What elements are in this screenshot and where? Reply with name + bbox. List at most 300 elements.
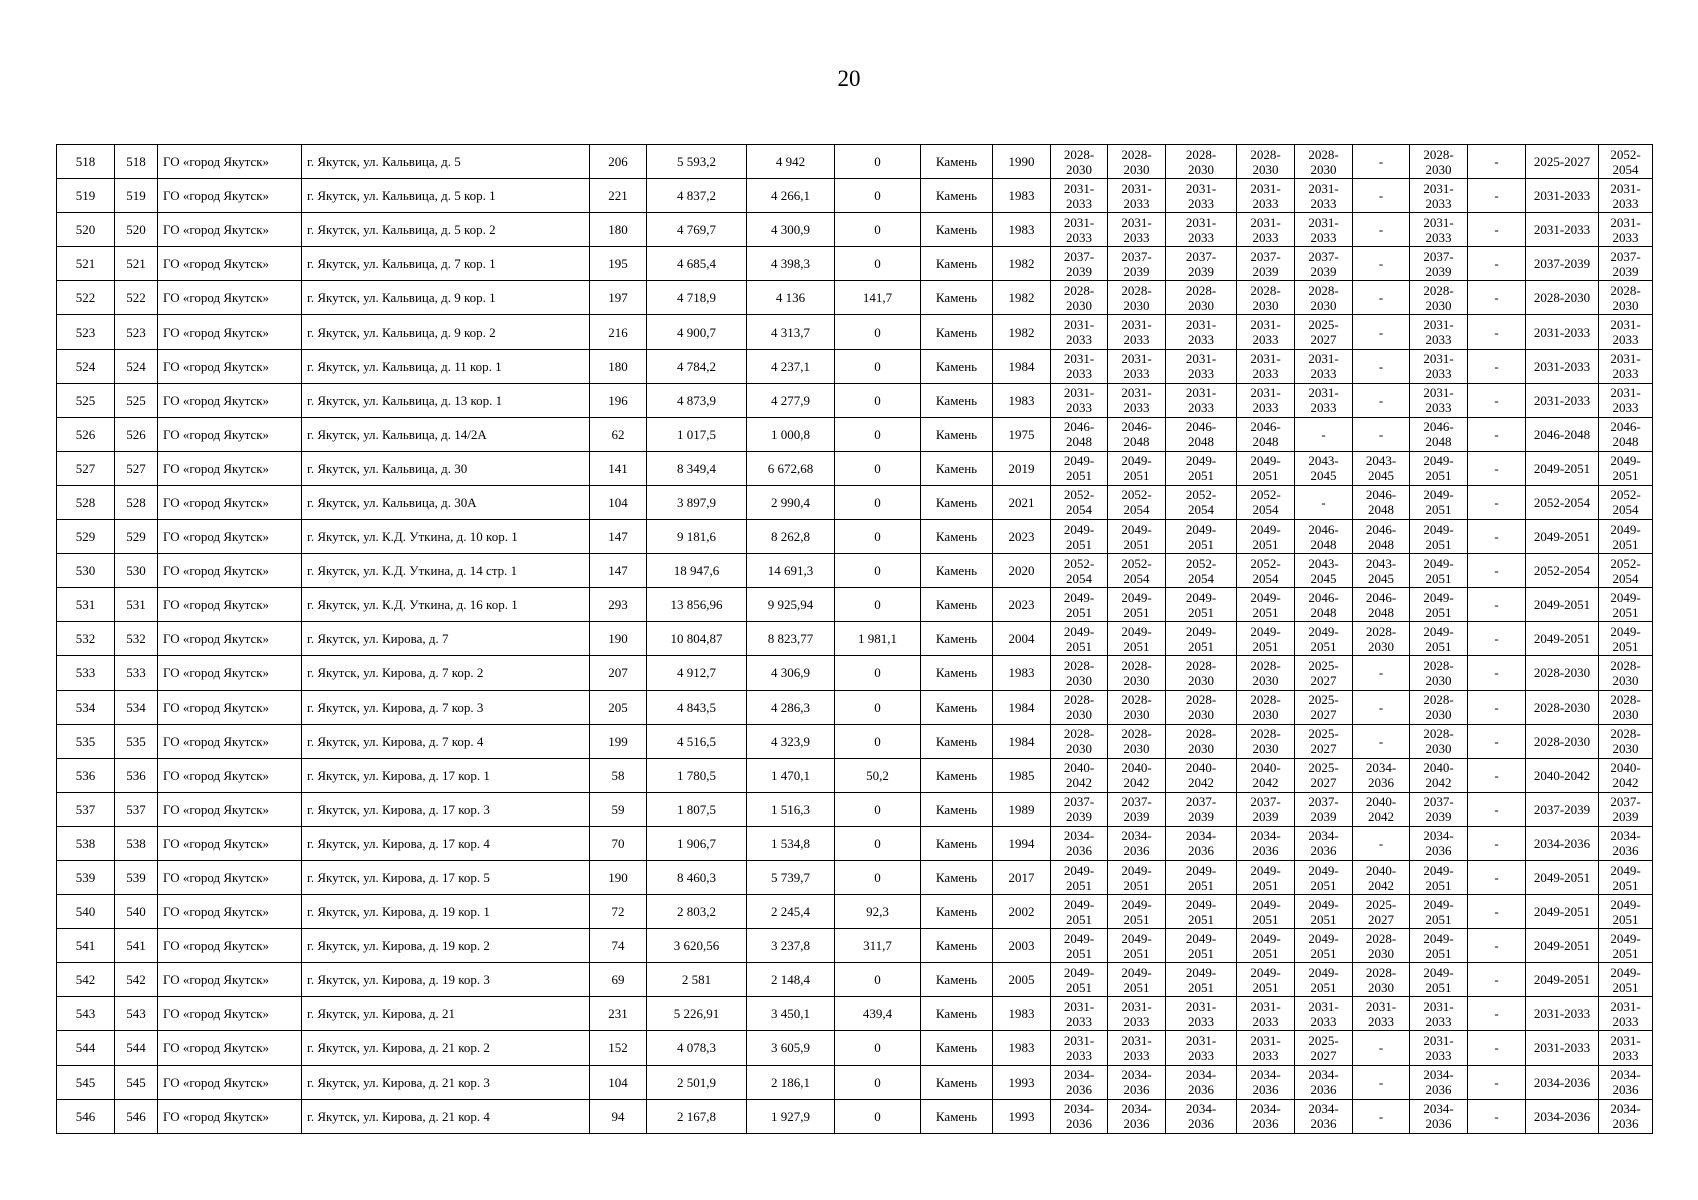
municipality-cell: ГО «город Якутск» <box>158 895 302 929</box>
total-area-cell: 4 843,5 <box>647 690 747 724</box>
period-8-cell: - <box>1468 860 1526 894</box>
nonresidential-area-cell: 0 <box>835 860 921 894</box>
period-1-cell: 2031- 2033 <box>1051 179 1108 213</box>
period-4-cell: 2049- 2051 <box>1237 929 1295 963</box>
period-3-cell: 2028- 2030 <box>1166 690 1237 724</box>
period-7-cell: 2040- 2042 <box>1410 758 1468 792</box>
row-number-cell: 532 <box>57 622 115 656</box>
period-10-cell: 2049- 2051 <box>1599 520 1653 554</box>
period-4-cell: 2049- 2051 <box>1237 520 1295 554</box>
wall-material-cell: Камень <box>921 826 993 860</box>
build-year-cell: 2002 <box>993 895 1051 929</box>
period-1-cell: 2031- 2033 <box>1051 997 1108 1031</box>
total-area-cell: 13 856,96 <box>647 588 747 622</box>
living-area-cell: 2 186,1 <box>747 1065 835 1099</box>
period-6-cell: - <box>1353 656 1410 690</box>
period-9-cell: 2031-2033 <box>1526 315 1599 349</box>
period-1-cell: 2049- 2051 <box>1051 520 1108 554</box>
period-7-cell: 2031- 2033 <box>1410 315 1468 349</box>
residents-cell: 104 <box>590 485 647 519</box>
address-cell: г. Якутск, ул. Кирова, д. 7 кор. 3 <box>302 690 590 724</box>
table-row <box>57 247 1653 281</box>
residents-cell: 206 <box>590 145 647 179</box>
build-year-cell: 2020 <box>993 554 1051 588</box>
period-10-cell: 2049- 2051 <box>1599 451 1653 485</box>
row-number-cell: 544 <box>57 1031 115 1065</box>
nonresidential-area-cell: 0 <box>835 656 921 690</box>
period-10-cell: 2037- 2039 <box>1599 247 1653 281</box>
table-row <box>57 485 1653 519</box>
period-7-cell: 2031- 2033 <box>1410 213 1468 247</box>
period-1-cell: 2049- 2051 <box>1051 929 1108 963</box>
period-10-cell: 2031- 2033 <box>1599 179 1653 213</box>
period-5-cell: 2031- 2033 <box>1295 349 1353 383</box>
nonresidential-area-cell: 0 <box>835 179 921 213</box>
period-3-cell: 2034- 2036 <box>1166 1065 1237 1099</box>
period-10-cell: 2049- 2051 <box>1599 895 1653 929</box>
row-number-cell: 523 <box>57 315 115 349</box>
period-9-cell: 2049-2051 <box>1526 520 1599 554</box>
period-2-cell: 2031- 2033 <box>1108 1031 1166 1065</box>
table-row <box>57 213 1653 247</box>
period-5-cell: 2034- 2036 <box>1295 826 1353 860</box>
period-5-cell: 2025- 2027 <box>1295 690 1353 724</box>
period-7-cell: 2031- 2033 <box>1410 997 1468 1031</box>
row-number-cell: 536 <box>57 758 115 792</box>
living-area-cell: 4 300,9 <box>747 213 835 247</box>
period-5-cell: 2049- 2051 <box>1295 622 1353 656</box>
house-id-cell: 542 <box>115 963 158 997</box>
period-4-cell: 2031- 2033 <box>1237 179 1295 213</box>
period-3-cell: 2049- 2051 <box>1166 895 1237 929</box>
period-3-cell: 2028- 2030 <box>1166 145 1237 179</box>
period-9-cell: 2052-2054 <box>1526 554 1599 588</box>
period-7-cell: 2031- 2033 <box>1410 1031 1468 1065</box>
period-8-cell: - <box>1468 929 1526 963</box>
period-5-cell: 2025- 2027 <box>1295 758 1353 792</box>
wall-material-cell: Камень <box>921 281 993 315</box>
period-6-cell: - <box>1353 1065 1410 1099</box>
period-9-cell: 2028-2030 <box>1526 656 1599 690</box>
period-7-cell: 2049- 2051 <box>1410 622 1468 656</box>
row-number-cell: 519 <box>57 179 115 213</box>
period-8-cell: - <box>1468 895 1526 929</box>
period-8-cell: - <box>1468 520 1526 554</box>
address-cell: г. Якутск, ул. Кирова, д. 21 кор. 4 <box>302 1099 590 1133</box>
house-id-cell: 537 <box>115 792 158 826</box>
period-6-cell: 2040- 2042 <box>1353 860 1410 894</box>
wall-material-cell: Камень <box>921 588 993 622</box>
build-year-cell: 2023 <box>993 520 1051 554</box>
period-3-cell: 2046- 2048 <box>1166 417 1237 451</box>
residents-cell: 190 <box>590 622 647 656</box>
address-cell: г. Якутск, ул. Кальвица, д. 5 кор. 1 <box>302 179 590 213</box>
address-cell: г. Якутск, ул. Кальвица, д. 9 кор. 1 <box>302 281 590 315</box>
period-1-cell: 2031- 2033 <box>1051 1031 1108 1065</box>
address-cell: г. Якутск, ул. Кальвица, д. 13 кор. 1 <box>302 383 590 417</box>
period-3-cell: 2040- 2042 <box>1166 758 1237 792</box>
period-8-cell: - <box>1468 417 1526 451</box>
house-id-cell: 529 <box>115 520 158 554</box>
period-10-cell: 2052- 2054 <box>1599 554 1653 588</box>
municipality-cell: ГО «город Якутск» <box>158 656 302 690</box>
period-4-cell: 2031- 2033 <box>1237 997 1295 1031</box>
period-4-cell: 2052- 2054 <box>1237 485 1295 519</box>
period-5-cell: 2037- 2039 <box>1295 247 1353 281</box>
period-6-cell: - <box>1353 383 1410 417</box>
nonresidential-area-cell: 0 <box>835 826 921 860</box>
period-2-cell: 2052- 2054 <box>1108 485 1166 519</box>
house-id-cell: 521 <box>115 247 158 281</box>
municipality-cell: ГО «город Якутск» <box>158 1065 302 1099</box>
total-area-cell: 18 947,6 <box>647 554 747 588</box>
wall-material-cell: Камень <box>921 520 993 554</box>
residents-cell: 190 <box>590 860 647 894</box>
table-row <box>57 145 1653 179</box>
row-number-cell: 521 <box>57 247 115 281</box>
period-1-cell: 2052- 2054 <box>1051 485 1108 519</box>
period-1-cell: 2031- 2033 <box>1051 213 1108 247</box>
wall-material-cell: Камень <box>921 417 993 451</box>
row-number-cell: 541 <box>57 929 115 963</box>
row-number-cell: 518 <box>57 145 115 179</box>
living-area-cell: 6 672,68 <box>747 451 835 485</box>
municipality-cell: ГО «город Якутск» <box>158 622 302 656</box>
municipality-cell: ГО «город Якутск» <box>158 690 302 724</box>
period-7-cell: 2049- 2051 <box>1410 451 1468 485</box>
period-10-cell: 2046- 2048 <box>1599 417 1653 451</box>
living-area-cell: 3 237,8 <box>747 929 835 963</box>
period-3-cell: 2049- 2051 <box>1166 963 1237 997</box>
period-1-cell: 2028- 2030 <box>1051 145 1108 179</box>
period-9-cell: 2049-2051 <box>1526 860 1599 894</box>
period-5-cell: 2031- 2033 <box>1295 383 1353 417</box>
period-6-cell: 2025- 2027 <box>1353 895 1410 929</box>
municipality-cell: ГО «город Якутск» <box>158 281 302 315</box>
build-year-cell: 1975 <box>993 417 1051 451</box>
period-2-cell: 2049- 2051 <box>1108 451 1166 485</box>
period-4-cell: 2049- 2051 <box>1237 622 1295 656</box>
period-1-cell: 2052- 2054 <box>1051 554 1108 588</box>
address-cell: г. Якутск, ул. К.Д. Уткина, д. 16 кор. 1 <box>302 588 590 622</box>
table-row <box>57 588 1653 622</box>
living-area-cell: 3 450,1 <box>747 997 835 1031</box>
house-id-cell: 544 <box>115 1031 158 1065</box>
table-row <box>57 1065 1653 1099</box>
table-row <box>57 792 1653 826</box>
build-year-cell: 1983 <box>993 997 1051 1031</box>
period-2-cell: 2028- 2030 <box>1108 656 1166 690</box>
table-row <box>57 895 1653 929</box>
address-cell: г. Якутск, ул. Кирова, д. 19 кор. 1 <box>302 895 590 929</box>
period-3-cell: 2034- 2036 <box>1166 826 1237 860</box>
address-cell: г. Якутск, ул. Кирова, д. 17 кор. 5 <box>302 860 590 894</box>
period-9-cell: 2031-2033 <box>1526 1031 1599 1065</box>
house-id-cell: 520 <box>115 213 158 247</box>
period-4-cell: 2031- 2033 <box>1237 383 1295 417</box>
period-5-cell: - <box>1295 485 1353 519</box>
living-area-cell: 5 739,7 <box>747 860 835 894</box>
wall-material-cell: Камень <box>921 792 993 826</box>
period-4-cell: 2031- 2033 <box>1237 315 1295 349</box>
period-4-cell: 2040- 2042 <box>1237 758 1295 792</box>
period-2-cell: 2031- 2033 <box>1108 349 1166 383</box>
living-area-cell: 2 990,4 <box>747 485 835 519</box>
period-5-cell: 2034- 2036 <box>1295 1065 1353 1099</box>
residents-cell: 70 <box>590 826 647 860</box>
period-5-cell: 2046- 2048 <box>1295 520 1353 554</box>
nonresidential-area-cell: 0 <box>835 349 921 383</box>
table-row <box>57 963 1653 997</box>
period-7-cell: 2031- 2033 <box>1410 179 1468 213</box>
period-3-cell: 2031- 2033 <box>1166 315 1237 349</box>
house-id-cell: 538 <box>115 826 158 860</box>
period-3-cell: 2031- 2033 <box>1166 179 1237 213</box>
residents-cell: 221 <box>590 179 647 213</box>
house-id-cell: 528 <box>115 485 158 519</box>
period-5-cell: 2025- 2027 <box>1295 656 1353 690</box>
living-area-cell: 4 306,9 <box>747 656 835 690</box>
living-area-cell: 8 823,77 <box>747 622 835 656</box>
table-row <box>57 758 1653 792</box>
total-area-cell: 3 620,56 <box>647 929 747 963</box>
period-1-cell: 2040- 2042 <box>1051 758 1108 792</box>
period-3-cell: 2031- 2033 <box>1166 349 1237 383</box>
address-cell: г. Якутск, ул. К.Д. Уткина, д. 14 стр. 1 <box>302 554 590 588</box>
period-4-cell: 2031- 2033 <box>1237 349 1295 383</box>
period-6-cell: - <box>1353 417 1410 451</box>
table-row <box>57 1031 1653 1065</box>
period-10-cell: 2034- 2036 <box>1599 826 1653 860</box>
nonresidential-area-cell: 1 981,1 <box>835 622 921 656</box>
period-7-cell: 2034- 2036 <box>1410 826 1468 860</box>
period-2-cell: 2049- 2051 <box>1108 929 1166 963</box>
total-area-cell: 2 501,9 <box>647 1065 747 1099</box>
nonresidential-area-cell: 0 <box>835 145 921 179</box>
build-year-cell: 2005 <box>993 963 1051 997</box>
residents-cell: 205 <box>590 690 647 724</box>
build-year-cell: 1993 <box>993 1065 1051 1099</box>
wall-material-cell: Камень <box>921 656 993 690</box>
house-id-cell: 531 <box>115 588 158 622</box>
period-7-cell: 2037- 2039 <box>1410 247 1468 281</box>
house-id-cell: 541 <box>115 929 158 963</box>
period-10-cell: 2031- 2033 <box>1599 997 1653 1031</box>
nonresidential-area-cell: 0 <box>835 520 921 554</box>
build-year-cell: 1983 <box>993 179 1051 213</box>
nonresidential-area-cell: 0 <box>835 451 921 485</box>
house-id-cell: 545 <box>115 1065 158 1099</box>
house-id-cell: 518 <box>115 145 158 179</box>
row-number-cell: 527 <box>57 451 115 485</box>
municipality-cell: ГО «город Якутск» <box>158 1099 302 1133</box>
residents-cell: 72 <box>590 895 647 929</box>
period-5-cell: 2025- 2027 <box>1295 724 1353 758</box>
period-7-cell: 2031- 2033 <box>1410 383 1468 417</box>
wall-material-cell: Камень <box>921 690 993 724</box>
period-2-cell: 2028- 2030 <box>1108 690 1166 724</box>
municipality-cell: ГО «город Якутск» <box>158 826 302 860</box>
municipality-cell: ГО «город Якутск» <box>158 724 302 758</box>
total-area-cell: 8 460,3 <box>647 860 747 894</box>
period-4-cell: 2034- 2036 <box>1237 1099 1295 1133</box>
period-9-cell: 2049-2051 <box>1526 622 1599 656</box>
period-10-cell: 2052- 2054 <box>1599 145 1653 179</box>
house-id-cell: 519 <box>115 179 158 213</box>
period-9-cell: 2031-2033 <box>1526 179 1599 213</box>
living-area-cell: 14 691,3 <box>747 554 835 588</box>
residents-cell: 147 <box>590 520 647 554</box>
period-3-cell: 2034- 2036 <box>1166 1099 1237 1133</box>
wall-material-cell: Камень <box>921 485 993 519</box>
table-row <box>57 417 1653 451</box>
row-number-cell: 543 <box>57 997 115 1031</box>
wall-material-cell: Камень <box>921 758 993 792</box>
address-cell: г. Якутск, ул. Кальвица, д. 11 кор. 1 <box>302 349 590 383</box>
house-id-cell: 530 <box>115 554 158 588</box>
table-row <box>57 622 1653 656</box>
period-10-cell: 2049- 2051 <box>1599 963 1653 997</box>
wall-material-cell: Камень <box>921 179 993 213</box>
period-3-cell: 2049- 2051 <box>1166 588 1237 622</box>
period-2-cell: 2034- 2036 <box>1108 1099 1166 1133</box>
table-row <box>57 281 1653 315</box>
municipality-cell: ГО «город Якутск» <box>158 315 302 349</box>
address-cell: г. Якутск, ул. Кирова, д. 7 кор. 2 <box>302 656 590 690</box>
period-1-cell: 2037- 2039 <box>1051 792 1108 826</box>
address-cell: г. Якутск, ул. Кирова, д. 21 <box>302 997 590 1031</box>
row-number-cell: 545 <box>57 1065 115 1099</box>
period-8-cell: - <box>1468 656 1526 690</box>
nonresidential-area-cell: 0 <box>835 588 921 622</box>
period-6-cell: - <box>1353 690 1410 724</box>
municipality-cell: ГО «город Якутск» <box>158 145 302 179</box>
municipality-cell: ГО «город Якутск» <box>158 792 302 826</box>
total-area-cell: 9 181,6 <box>647 520 747 554</box>
period-2-cell: 2037- 2039 <box>1108 792 1166 826</box>
period-5-cell: 2028- 2030 <box>1295 145 1353 179</box>
house-id-cell: 534 <box>115 690 158 724</box>
municipality-cell: ГО «город Якутск» <box>158 383 302 417</box>
period-5-cell: 2049- 2051 <box>1295 895 1353 929</box>
total-area-cell: 1 906,7 <box>647 826 747 860</box>
period-1-cell: 2028- 2030 <box>1051 690 1108 724</box>
period-7-cell: 2034- 2036 <box>1410 1065 1468 1099</box>
period-1-cell: 2031- 2033 <box>1051 315 1108 349</box>
address-cell: г. Якутск, ул. Кальвица, д. 5 кор. 2 <box>302 213 590 247</box>
residents-cell: 94 <box>590 1099 647 1133</box>
table-row <box>57 997 1653 1031</box>
period-8-cell: - <box>1468 554 1526 588</box>
period-2-cell: 2028- 2030 <box>1108 724 1166 758</box>
row-number-cell: 526 <box>57 417 115 451</box>
period-10-cell: 2034- 2036 <box>1599 1065 1653 1099</box>
nonresidential-area-cell: 0 <box>835 315 921 349</box>
build-year-cell: 1983 <box>993 1031 1051 1065</box>
residents-cell: 59 <box>590 792 647 826</box>
period-8-cell: - <box>1468 1099 1526 1133</box>
table-row <box>57 929 1653 963</box>
period-6-cell: 2028- 2030 <box>1353 929 1410 963</box>
wall-material-cell: Камень <box>921 1031 993 1065</box>
period-10-cell: 2028- 2030 <box>1599 690 1653 724</box>
wall-material-cell: Камень <box>921 622 993 656</box>
period-7-cell: 2028- 2030 <box>1410 656 1468 690</box>
period-3-cell: 2031- 2033 <box>1166 213 1237 247</box>
total-area-cell: 4 718,9 <box>647 281 747 315</box>
period-2-cell: 2049- 2051 <box>1108 860 1166 894</box>
period-9-cell: 2025-2027 <box>1526 145 1599 179</box>
period-4-cell: 2049- 2051 <box>1237 451 1295 485</box>
wall-material-cell: Камень <box>921 724 993 758</box>
row-number-cell: 531 <box>57 588 115 622</box>
wall-material-cell: Камень <box>921 929 993 963</box>
living-area-cell: 4 942 <box>747 145 835 179</box>
period-8-cell: - <box>1468 1031 1526 1065</box>
wall-material-cell: Камень <box>921 997 993 1031</box>
period-6-cell: - <box>1353 281 1410 315</box>
living-area-cell: 4 136 <box>747 281 835 315</box>
period-6-cell: 2043- 2045 <box>1353 554 1410 588</box>
period-10-cell: 2031- 2033 <box>1599 1031 1653 1065</box>
table-row <box>57 690 1653 724</box>
residents-cell: 152 <box>590 1031 647 1065</box>
period-5-cell: 2025- 2027 <box>1295 1031 1353 1065</box>
table-row <box>57 179 1653 213</box>
house-id-cell: 533 <box>115 656 158 690</box>
living-area-cell: 1 534,8 <box>747 826 835 860</box>
nonresidential-area-cell: 0 <box>835 724 921 758</box>
period-3-cell: 2028- 2030 <box>1166 656 1237 690</box>
period-7-cell: 2037- 2039 <box>1410 792 1468 826</box>
period-1-cell: 2049- 2051 <box>1051 895 1108 929</box>
period-8-cell: - <box>1468 792 1526 826</box>
total-area-cell: 5 593,2 <box>647 145 747 179</box>
total-area-cell: 3 897,9 <box>647 485 747 519</box>
period-6-cell: - <box>1353 1031 1410 1065</box>
row-number-cell: 534 <box>57 690 115 724</box>
municipality-cell: ГО «город Якутск» <box>158 1031 302 1065</box>
period-10-cell: 2040- 2042 <box>1599 758 1653 792</box>
period-9-cell: 2028-2030 <box>1526 724 1599 758</box>
nonresidential-area-cell: 92,3 <box>835 895 921 929</box>
period-1-cell: 2046- 2048 <box>1051 417 1108 451</box>
total-area-cell: 5 226,91 <box>647 997 747 1031</box>
period-4-cell: 2031- 2033 <box>1237 1031 1295 1065</box>
nonresidential-area-cell: 0 <box>835 690 921 724</box>
living-area-cell: 4 398,3 <box>747 247 835 281</box>
build-year-cell: 1984 <box>993 349 1051 383</box>
period-1-cell: 2037- 2039 <box>1051 247 1108 281</box>
period-7-cell: 2028- 2030 <box>1410 281 1468 315</box>
period-6-cell: - <box>1353 247 1410 281</box>
build-year-cell: 1994 <box>993 826 1051 860</box>
wall-material-cell: Камень <box>921 383 993 417</box>
period-8-cell: - <box>1468 485 1526 519</box>
nonresidential-area-cell: 0 <box>835 485 921 519</box>
nonresidential-area-cell: 50,2 <box>835 758 921 792</box>
period-8-cell: - <box>1468 588 1526 622</box>
living-area-cell: 4 313,7 <box>747 315 835 349</box>
period-5-cell: 2049- 2051 <box>1295 929 1353 963</box>
total-area-cell: 4 078,3 <box>647 1031 747 1065</box>
address-cell: г. Якутск, ул. Кирова, д. 17 кор. 4 <box>302 826 590 860</box>
residents-cell: 207 <box>590 656 647 690</box>
period-6-cell: 2046- 2048 <box>1353 520 1410 554</box>
period-3-cell: 2028- 2030 <box>1166 724 1237 758</box>
municipality-cell: ГО «город Якутск» <box>158 451 302 485</box>
period-3-cell: 2049- 2051 <box>1166 451 1237 485</box>
